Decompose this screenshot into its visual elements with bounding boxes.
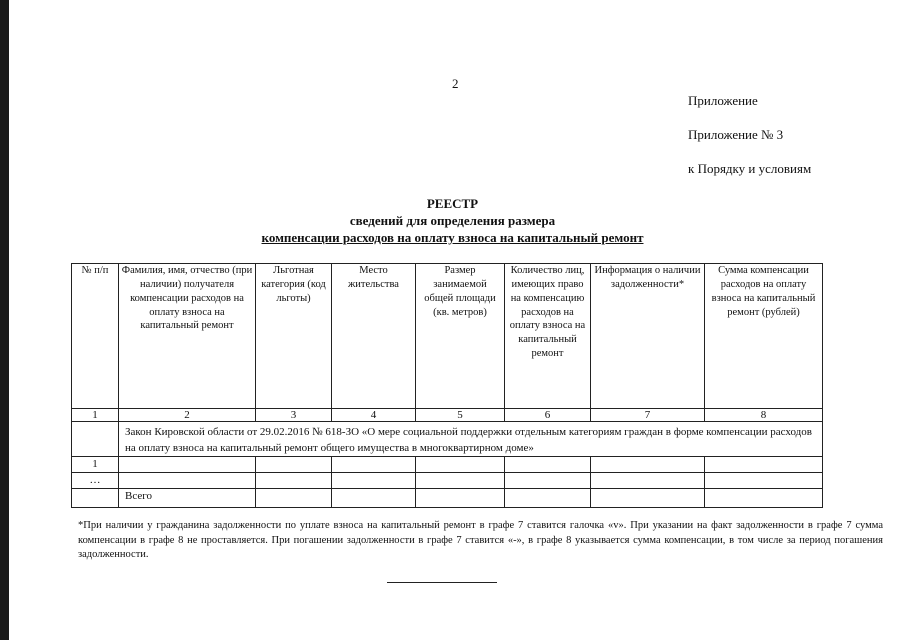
column-number: 2 xyxy=(119,409,256,422)
law-row xyxy=(72,422,823,457)
column-number: 3 xyxy=(256,409,332,422)
row-number: … xyxy=(72,473,119,489)
document-subtitle: сведений для определения размера xyxy=(349,213,556,228)
header-cell: Сумма компенсации расходов на оплату взноса на капитальный ремонт (рублей) xyxy=(705,264,823,409)
table-header-row xyxy=(72,264,823,409)
table-cell xyxy=(705,473,823,489)
table-cell xyxy=(119,457,256,473)
column-number: 8 xyxy=(705,409,823,422)
table-row xyxy=(72,457,823,473)
empty-cell xyxy=(72,489,119,508)
header-cell: Фамилия, имя, отчество (при наличии) получателя компенсации расходов на оплату взноса на капитальный ремонт xyxy=(119,264,256,409)
row-number: 1 xyxy=(72,457,119,473)
footnote: *При наличии у гражданина задолженности по уплате взноса на капитальный ремонт в графе 7 ставится галочка «v». При указании на факт задолженности в графе 7 сумма компенсации в графе 8 не проставляется. При погашении задолженности в графе 7 ставится «-», в графе 8 указывается сумма компенсации, в том числе за период погашения задолженности. xyxy=(78,520,883,560)
empty-cell xyxy=(72,422,119,457)
table-cell xyxy=(705,457,823,473)
table-cell xyxy=(119,473,256,489)
table-cell xyxy=(416,457,505,473)
appendix-number: Приложение № 3 xyxy=(688,127,784,142)
scan-edge xyxy=(0,0,9,640)
table-cell xyxy=(332,489,416,508)
header-cell: Количество лиц, имеющих право на компенсацию расходов на оплату взноса на капитальный ремонт xyxy=(505,264,591,409)
column-number: 1 xyxy=(72,409,119,422)
appendix-label: Приложение xyxy=(688,93,758,108)
table-cell xyxy=(705,489,823,508)
document-subtitle-2: компенсации расходов на оплату взноса на капитальный ремонт xyxy=(261,230,644,245)
header-cell: Место жительства xyxy=(332,264,416,409)
page-number: 2 xyxy=(452,76,459,91)
total-label: Всего xyxy=(119,489,256,508)
table-cell xyxy=(256,473,332,489)
header-cell: Льготная категория (код льготы) xyxy=(256,264,332,409)
registry-table xyxy=(71,263,823,508)
header-cell: Размер занимаемой общей площади (кв. метров) xyxy=(416,264,505,409)
appendix-reference: к Порядку и условиям xyxy=(688,161,812,176)
column-number: 7 xyxy=(591,409,705,422)
header-cell: № п/п xyxy=(72,264,119,409)
table-cell xyxy=(505,489,591,508)
table-row xyxy=(72,473,823,489)
table-cell xyxy=(256,489,332,508)
table-cell xyxy=(591,489,705,508)
law-reference: Закон Кировской области от 29.02.2016 № 618-ЗО «О мере социальной поддержки отдельным категориям граждан в форме компенсации расходов на оплату взноса на капитальный ремонт общего имущества в многоквартирном доме» xyxy=(119,422,823,457)
column-number-row xyxy=(72,409,823,422)
table-cell xyxy=(505,473,591,489)
table-cell xyxy=(416,473,505,489)
column-number: 6 xyxy=(505,409,591,422)
table-cell xyxy=(591,473,705,489)
table-cell xyxy=(591,457,705,473)
table-cell xyxy=(256,457,332,473)
header-cell: Информация о наличии задолженности* xyxy=(591,264,705,409)
separator-line xyxy=(387,582,497,583)
column-number: 4 xyxy=(332,409,416,422)
total-row xyxy=(72,489,823,508)
table-cell xyxy=(416,489,505,508)
table-cell xyxy=(505,457,591,473)
column-number: 5 xyxy=(416,409,505,422)
document-title: РЕЕСТР xyxy=(426,196,479,211)
table-cell xyxy=(332,473,416,489)
table-cell xyxy=(332,457,416,473)
